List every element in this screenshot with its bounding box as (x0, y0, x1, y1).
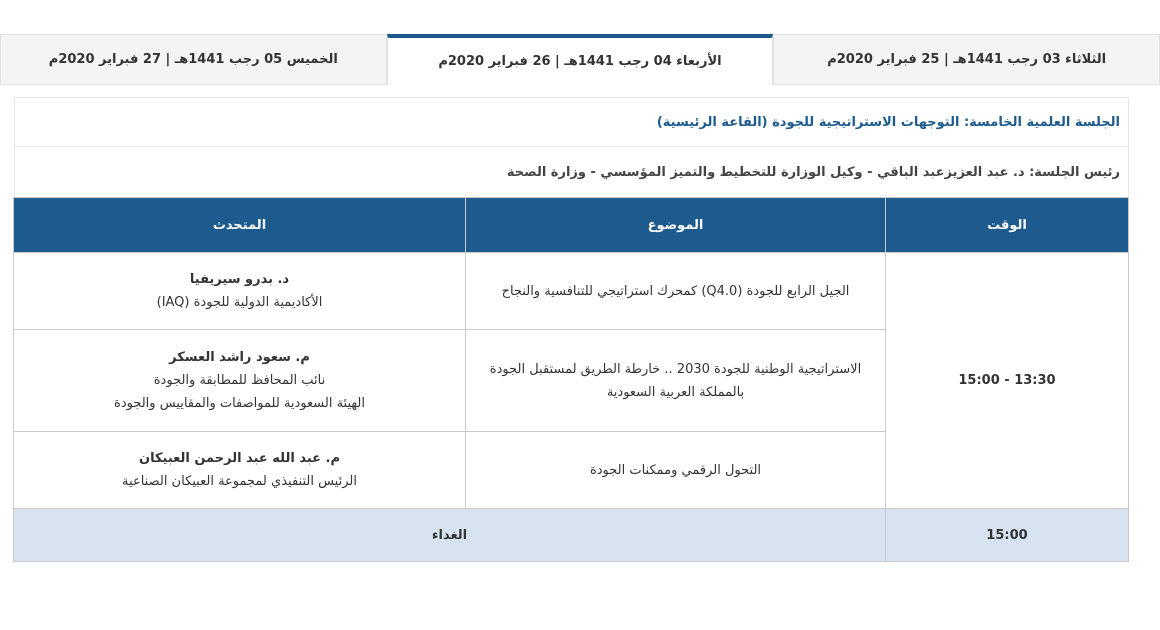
lunch-label: الغداء (14, 509, 886, 562)
session-title: الجلسة العلمية الخامسة: التوجهات الاستراتيجية للجودة (القاعة الرئيسية) (14, 97, 1129, 146)
speaker-affiliation: الأكاديمية الدولية للجودة (IAQ) (156, 295, 323, 310)
speaker-title: نائب المحافظ للمطابقة والجودة (153, 373, 326, 388)
table-row (14, 253, 1129, 330)
day-tabs (0, 34, 1160, 85)
speaker-name: م. عبد الله عبد الرحمن العبيكان (138, 451, 341, 466)
speaker-name: م. سعود راشد العسكر (169, 350, 310, 365)
speaker-cell (14, 253, 466, 330)
session-panel (14, 97, 1129, 562)
speaker-affiliation: الرئيس التنفيذي لمجموعة العبيكان الصناعية (122, 474, 357, 489)
topic-cell: الجيل الرابع للجودة (Q4.0) كمحرك استراتيجي للتنافسية والنجاح (466, 253, 886, 330)
tab-wednesday[interactable]: الأربعاء 04 رجب 1441هـ | 26 فبراير 2020م (387, 34, 774, 85)
speaker-name: د. بدرو سيريفيا (189, 272, 290, 287)
time-slot: 13:30 - 15:00 (886, 253, 1129, 509)
topic-cell: التحول الرقمي وممكنات الجودة (466, 432, 886, 509)
speaker-cell (14, 432, 466, 509)
speaker-cell (14, 330, 466, 432)
speaker-affiliation: الهيئة السعودية للمواصفات والمقاييس والجودة (114, 396, 365, 411)
schedule-table (13, 197, 1129, 562)
tab-thursday[interactable]: الخميس 05 رجب 1441هـ | 27 فبراير 2020م (0, 34, 387, 84)
lunch-time: 15:00 (886, 509, 1129, 562)
topic-cell (466, 330, 886, 432)
header-topic: الموضوع (466, 198, 886, 253)
tab-tuesday[interactable]: الثلاثاء 03 رجب 1441هـ | 25 فبراير 2020م (773, 34, 1160, 84)
topic-line: بالمملكة العربية السعودية (606, 384, 745, 400)
table-header-row (14, 198, 1129, 253)
lunch-row (14, 509, 1129, 562)
header-time: الوقت (886, 198, 1129, 253)
topic-line: الاستراتيجية الوطنية للجودة 2030 .. خارطة الطريق لمستقبل الجودة (489, 361, 862, 377)
session-chair: رئيس الجلسة: د. عبد العزيزعبد الباقي - وكيل الوزارة للتخطيط والتميز المؤسسي - وزارة الصحة (14, 146, 1129, 197)
header-speaker: المتحدث (14, 198, 466, 253)
